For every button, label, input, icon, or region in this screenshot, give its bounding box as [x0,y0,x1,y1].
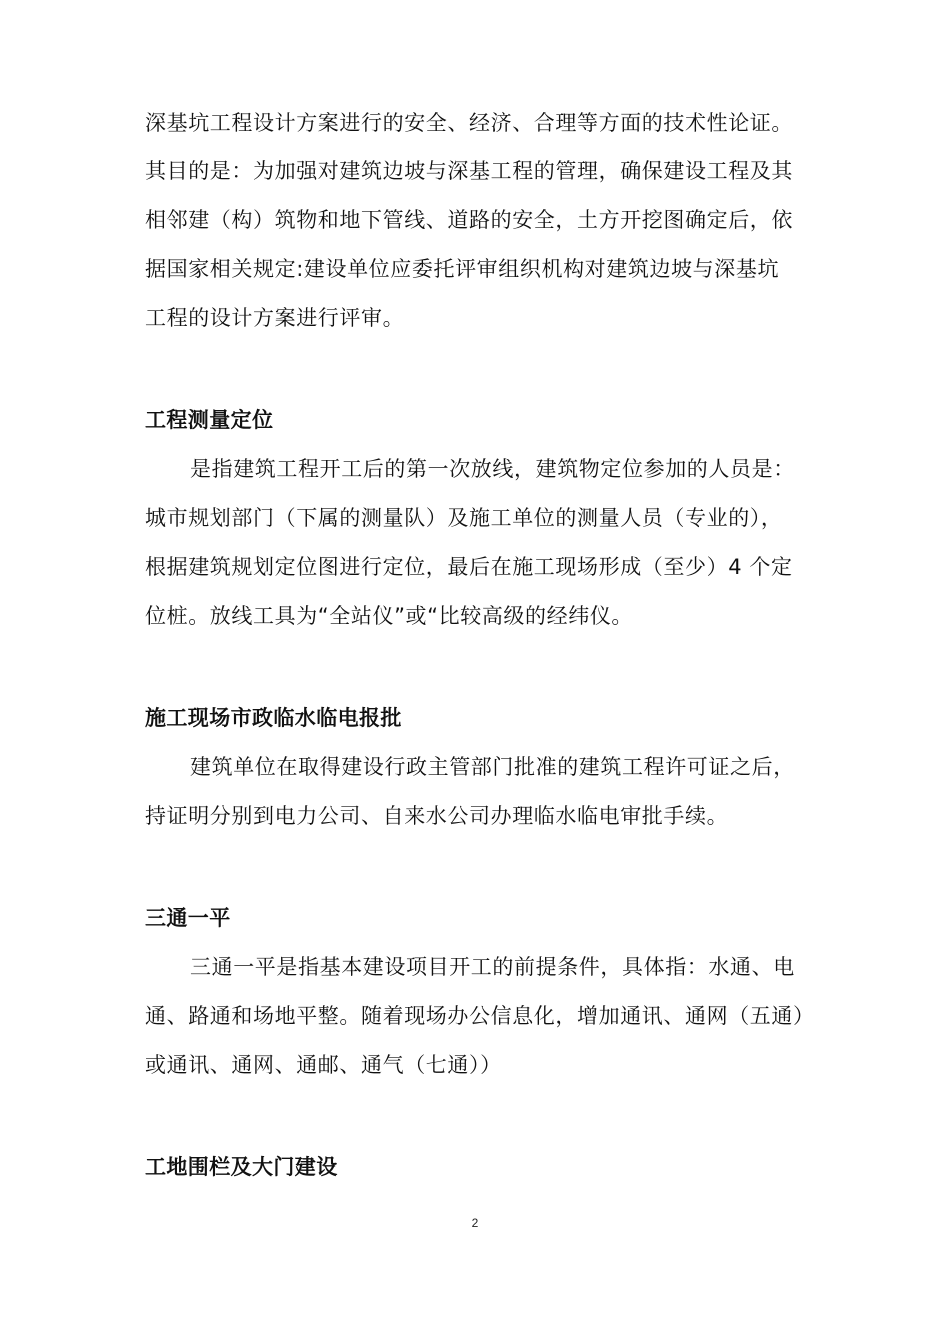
section-heading: 三通一平 [145,906,231,930]
intro-line: 相邻建（构）筑物和地下管线、道路的安全，土方开挖图确定后，依 [145,208,793,232]
intro-line: 深基坑工程设计方案进行的安全、经济、合理等方面的技术性论证。 [145,111,793,135]
intro-line: 工程的设计方案进行评审。 [145,306,405,330]
intro-line: 其目的是：为加强对建筑边坡与深基工程的管理，确保建设工程及其 [145,159,793,183]
paragraph-line: 位桩。放线工具为“全站仪”或“比较高级的经纬仪。 [145,604,634,628]
paragraph-line: 是指建筑工程开工后的第一次放线，建筑物定位参加的人员是： [190,457,795,481]
paragraph-line: 根据建筑规划定位图进行定位，最后在施工现场形成（至少）4 个定 [145,555,793,579]
section-heading: 施工现场市政临水临电报批 [145,706,402,730]
paragraph-line: 或通讯、通网、通邮、通气（七通）） [145,1053,502,1077]
paragraph-line: 城市规划部门（下属的测量队）及施工单位的测量人员（专业的）， [145,506,783,530]
intro-line: 据国家相关规定:建设单位应委托评审组织机构对建筑边坡与深基坑 [145,257,780,281]
page-number: 2 [471,1216,479,1230]
section-heading: 工程测量定位 [145,408,274,432]
paragraph-line: 建筑单位在取得建设行政主管部门批准的建筑工程许可证之后， [190,755,795,779]
paragraph-line: 三通一平是指基本建设项目开工的前提条件，具体指：水通、电 [190,955,795,979]
section-heading: 工地围栏及大门建设 [145,1155,338,1179]
paragraph-line: 持证明分别到电力公司、自来水公司办理临水临电审批手续。 [145,804,729,828]
paragraph-line: 通、路通和场地平整。随着现场办公信息化，增加通讯、通网（五通） [145,1004,815,1028]
